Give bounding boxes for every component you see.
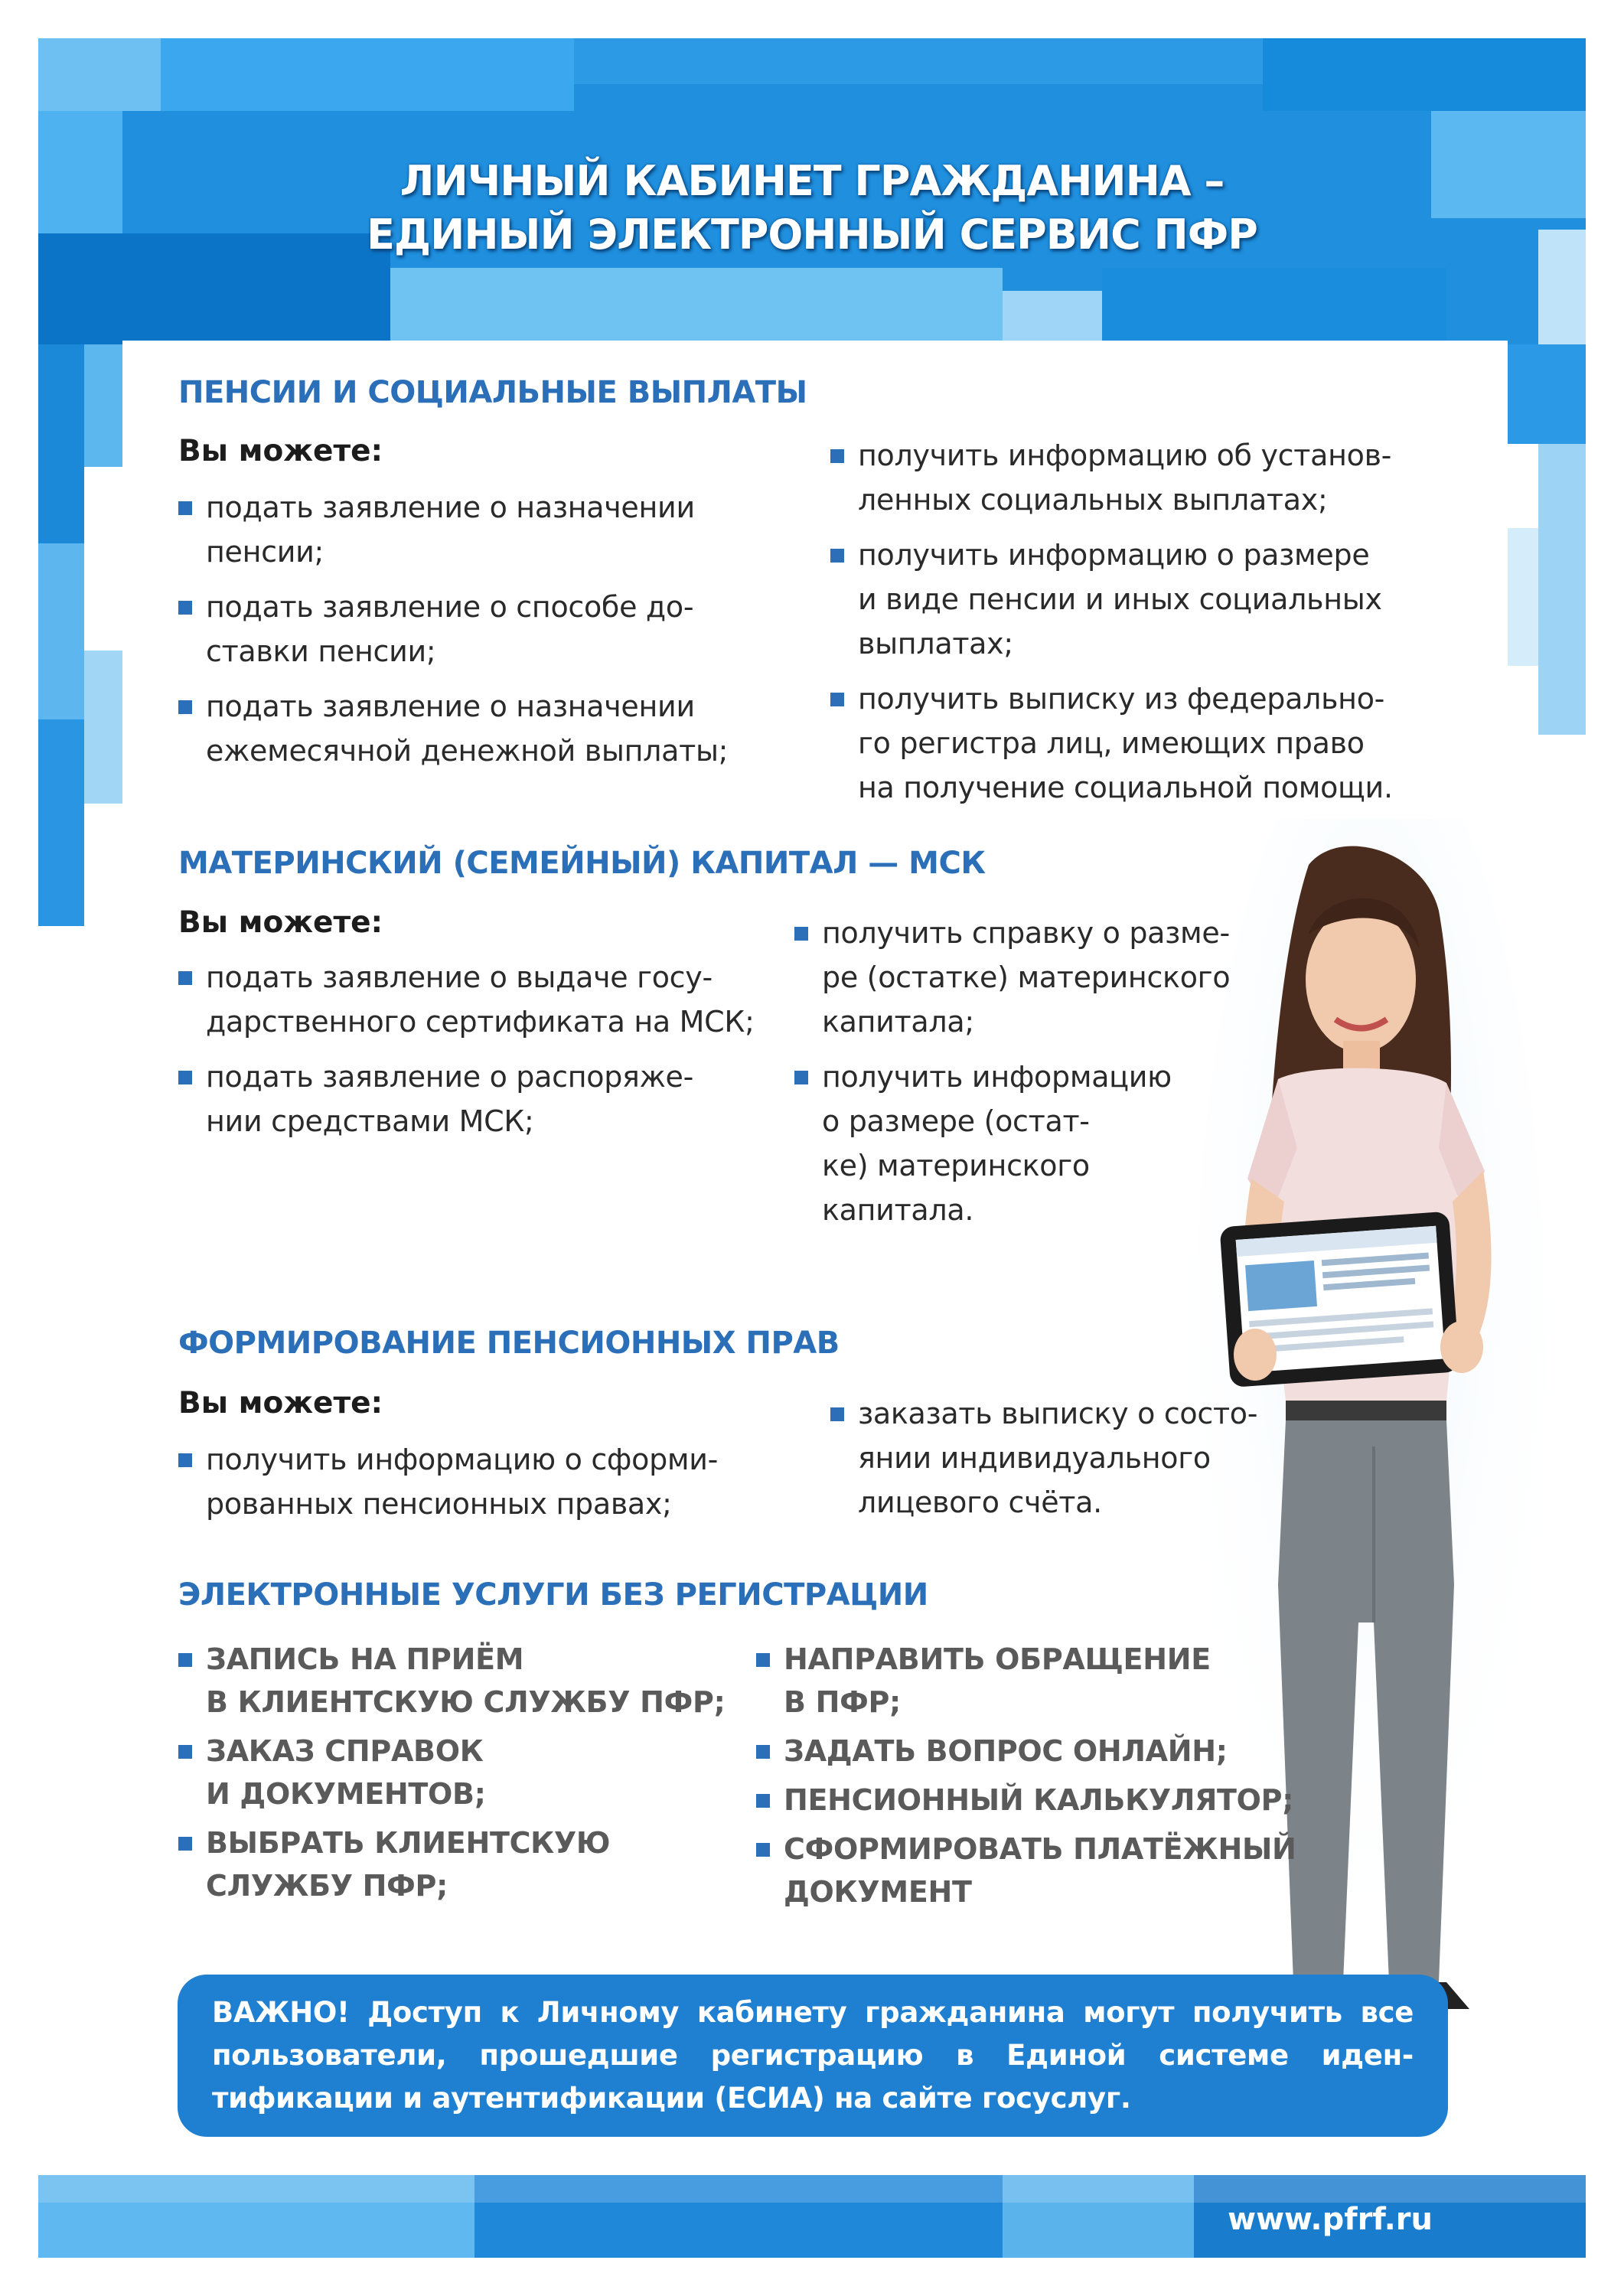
list-item: получить информацию об установ- ленных социальных выплатах;: [830, 433, 1519, 522]
section-lead: Вы можете:: [178, 905, 383, 940]
decor-tile: [1508, 344, 1586, 444]
list-item: СФОРМИРОВАТЬ ПЛАТЁЖНЫЙ ДОКУМЕНТ: [756, 1828, 1368, 1913]
pension-list-right: [830, 433, 1519, 820]
list-item: ЗАДАТЬ ВОПРОС ОНЛАЙН;: [756, 1730, 1368, 1773]
bullet-square-icon: [178, 501, 192, 515]
title-line-1: ЛИЧНЫЙ КАБИНЕТ ГРАЖДАНИНА –: [399, 157, 1225, 205]
poster: [38, 38, 1586, 2258]
footer-banner: [38, 2175, 1586, 2258]
header-tile: [1003, 291, 1102, 344]
section-title-pensions: ПЕНСИИ И СОЦИАЛЬНЫЕ ВЫПЛАТЫ: [178, 375, 807, 410]
bullet-square-icon: [830, 549, 844, 563]
list-item: подать заявление о назначении пенсии;: [178, 485, 814, 574]
bullet-square-icon: [178, 971, 192, 985]
list-item: подать заявление о назначении ежемесячной денежной выплаты;: [178, 684, 814, 773]
list-item: получить информацию о сформи- рованных пенсионных правах;: [178, 1437, 821, 1526]
section-title-capital: МАТЕРИНСКИЙ (СЕМЕЙНЫЙ) КАПИТАЛ — МСК: [178, 846, 986, 881]
footer-tile: [38, 2175, 1586, 2203]
decor-tile: [84, 651, 122, 804]
important-notice: [178, 1975, 1448, 2137]
section-title-rights: ФОРМИРОВАНИЕ ПЕНСИОННЫХ ПРАВ: [178, 1326, 840, 1361]
bullet-square-icon: [756, 1794, 770, 1808]
noreg-list-right: [756, 1638, 1368, 1919]
bullet-square-icon: [178, 1453, 192, 1467]
important-text: ВАЖНО! Доступ к Личному кабинету гражданина могут получить все пользователи, прошедшие регистрацию в Единой системе иден-тификации и аутентификации (ЕСИА) на сайте госуслуг.: [212, 1996, 1414, 2115]
header-tile: [574, 38, 1263, 84]
header-tile: [1263, 38, 1586, 111]
list-item: получить справку о разме- ре (остатке) материнского капитала;: [794, 911, 1254, 1044]
rights-list-right: [830, 1391, 1305, 1535]
list-item: подать заявление о выдаче госу- дарственного сертификата на МСК;: [178, 955, 821, 1044]
bullet-square-icon: [756, 1653, 770, 1667]
bullet-square-icon: [178, 1745, 192, 1759]
capital-list-left: [178, 955, 821, 1154]
bullet-square-icon: [178, 1837, 192, 1851]
bullet-square-icon: [178, 700, 192, 714]
bullet-square-icon: [794, 927, 808, 941]
list-item: НАПРАВИТЬ ОБРАЩЕНИЕ В ПФР;: [756, 1638, 1368, 1724]
list-item: получить информацию о размере и виде пенсии и иных социальных выплатах;: [830, 533, 1519, 666]
list-item: подать заявление о способе до- ставки пенсии;: [178, 585, 814, 673]
pension-list-left: [178, 485, 814, 784]
bullet-square-icon: [794, 1071, 808, 1084]
bullet-square-icon: [830, 1407, 844, 1421]
section-title-noreg: ЭЛЕКТРОННЫЕ УСЛУГИ БЕЗ РЕГИСТРАЦИИ: [178, 1577, 928, 1613]
list-item: заказать выписку о состо- янии индивидуального лицевого счёта.: [830, 1391, 1305, 1525]
decor-tile: [84, 344, 122, 467]
bullet-square-icon: [756, 1745, 770, 1759]
decor-tile: [38, 719, 84, 926]
capital-list-right: [794, 911, 1254, 1243]
rights-list-left: [178, 1437, 821, 1537]
header-tile: [38, 38, 161, 111]
header-banner: [38, 38, 1586, 344]
bullet-square-icon: [756, 1843, 770, 1857]
list-item: ПЕНСИОННЫЙ КАЛЬКУЛЯТОР;: [756, 1779, 1368, 1821]
decor-tile: [1538, 444, 1586, 735]
noreg-list-left: [178, 1638, 760, 1913]
list-item: ЗАПИСЬ НА ПРИЁМ В КЛИЕНТСКУЮ СЛУЖБУ ПФР;: [178, 1638, 760, 1724]
header-tile: [161, 38, 574, 111]
website-link[interactable]: www.pfrf.ru: [1228, 2202, 1433, 2237]
list-item: получить выписку из федерально- го регистра лиц, имеющих право на получение социальной помощи.: [830, 677, 1519, 810]
decor-tile: [38, 344, 84, 543]
left-decor-strip: [38, 344, 122, 926]
decor-tile: [38, 543, 84, 719]
list-item: ЗАКАЗ СПРАВОК И ДОКУМЕНТОВ;: [178, 1730, 760, 1815]
section-lead: Вы можете:: [178, 434, 383, 468]
bullet-square-icon: [830, 449, 844, 463]
list-item: ВЫБРАТЬ КЛИЕНТСКУЮ СЛУЖБУ ПФР;: [178, 1821, 760, 1907]
header-tile: [390, 268, 1003, 344]
header-tile: [1102, 268, 1446, 344]
list-item: получить информацию о размере (остат- ке) материнского капитала.: [794, 1055, 1254, 1232]
bullet-square-icon: [178, 1653, 192, 1667]
section-lead: Вы можете:: [178, 1386, 383, 1420]
bullet-square-icon: [178, 1071, 192, 1084]
title-line-2: ЕДИНЫЙ ЭЛЕКТРОННЫЙ СЕРВИС ПФР: [367, 210, 1257, 259]
decor-tile: [1538, 230, 1586, 344]
list-item: подать заявление о распоряже- нии средствами МСК;: [178, 1055, 821, 1143]
bullet-square-icon: [178, 601, 192, 615]
page-title: [38, 155, 1586, 262]
bullet-square-icon: [830, 693, 844, 706]
